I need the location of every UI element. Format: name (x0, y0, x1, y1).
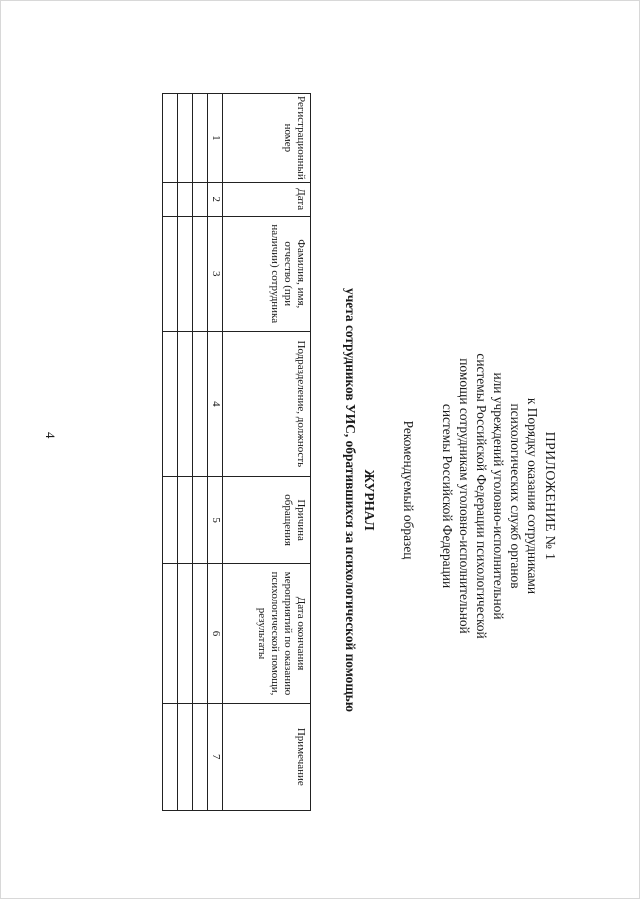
table-cell (193, 703, 208, 810)
appendix-header (439, 286, 558, 706)
table-cell (178, 331, 193, 476)
table-cell (193, 564, 208, 703)
table-row (178, 94, 193, 811)
table-cell (163, 331, 178, 476)
table-cell (178, 476, 193, 564)
column-header-reason: Причина обращения (223, 476, 311, 564)
column-number: 5 (208, 476, 223, 564)
table-cell (193, 476, 208, 564)
table-cell (193, 94, 208, 183)
column-number: 4 (208, 331, 223, 476)
column-header-reg-number: Регистрационный номер (223, 94, 311, 183)
table-cell (193, 182, 208, 216)
column-number: 6 (208, 564, 223, 703)
column-header-note: Примечание (223, 703, 311, 810)
appendix-line: системы Российской Федерации психологической (474, 353, 489, 639)
table-cell (178, 564, 193, 703)
table-cell (193, 216, 208, 331)
table-cell (178, 94, 193, 183)
table-cell (163, 476, 178, 564)
appendix-line: помощи сотрудникам уголовно-исполнительной (457, 358, 472, 634)
table-header-row (223, 94, 311, 811)
column-header-end-date: Дата окончания мероприятий по оказанию психологической помощи, результаты (223, 564, 311, 703)
appendix-line: системы Российской Федерации (440, 403, 455, 589)
appendix-line: или учреждений уголовно-исполнительной (491, 372, 506, 620)
appendix-line: психологических служб органов (508, 403, 523, 589)
table-row (193, 94, 208, 811)
table-cell (163, 182, 178, 216)
table-cell (163, 703, 178, 810)
table-cell (163, 564, 178, 703)
journal-subtitle: учета сотрудников УИС, обратившихся за психологической помощью (343, 288, 358, 712)
journal-title: ЖУРНАЛ (362, 469, 377, 531)
appendix-line: к Порядку оказания сотрудниками (525, 397, 540, 595)
journal-table (162, 93, 311, 811)
column-number: 3 (208, 216, 223, 331)
column-header-full-name: Фамилия, имя, отчество (при наличии) сотрудника (223, 216, 311, 331)
table-cell (163, 94, 178, 183)
table-cell (193, 331, 208, 476)
table-cell (178, 182, 193, 216)
table-row (163, 94, 178, 811)
page-number: 4 (43, 432, 58, 439)
column-number: 1 (208, 94, 223, 183)
table-cell (178, 216, 193, 331)
table-cell (178, 703, 193, 810)
column-number: 2 (208, 182, 223, 216)
column-header-date: Дата (223, 182, 311, 216)
table-cell (163, 216, 178, 331)
column-number: 7 (208, 703, 223, 810)
recommended-sample-label: Рекомендуемый образец (401, 420, 416, 560)
column-header-department: Подразделение, должность (223, 331, 311, 476)
appendix-title: ПРИЛОЖЕНИЕ № 1 (542, 431, 557, 561)
column-number-row (208, 94, 223, 811)
